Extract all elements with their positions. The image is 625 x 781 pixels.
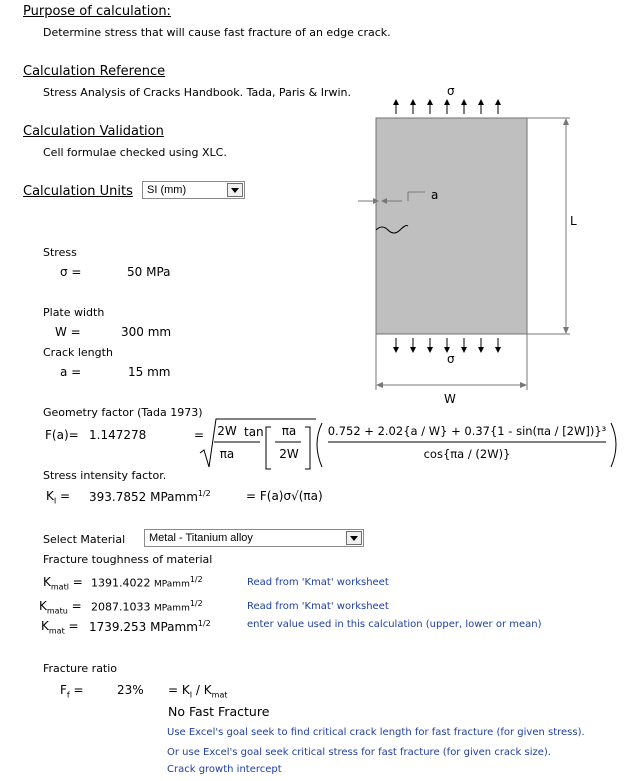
sigma-top-label: σ bbox=[447, 84, 455, 98]
note-goal-seek-crack: Use Excel's goal seek to find critical crack length for fast fracture (for given stress). bbox=[167, 727, 585, 738]
reference-text: Stress Analysis of Cracks Handbook. Tada, Paris & Irwin. bbox=[43, 86, 351, 99]
plate-width-value[interactable]: 300 mm bbox=[121, 325, 172, 339]
material-label: Select Material bbox=[43, 533, 126, 546]
ratio-symbol: $F_f$ = bbox=[60, 683, 84, 700]
plate-diagram bbox=[340, 80, 590, 410]
W-label: W bbox=[444, 392, 456, 406]
material-selected: Metal - Titanium alloy bbox=[149, 532, 253, 544]
ratio-value: 23% bbox=[117, 683, 144, 697]
crack-length-label: Crack length bbox=[43, 346, 113, 359]
kmatu-symbol: $K_{matu}$ = bbox=[39, 599, 82, 616]
geometry-symbol: F(a)= bbox=[45, 428, 79, 442]
big-numerator: 0.752 + 2.02{a / W} + 0.37{1 - sin(πa / [2W])}³ bbox=[327, 424, 607, 438]
stress-label: Stress bbox=[43, 246, 77, 259]
validation-heading: Calculation Validation bbox=[23, 124, 164, 139]
plate-width-label: Plate width bbox=[43, 306, 105, 319]
toughness-label: Fracture toughness of material bbox=[43, 553, 213, 566]
sif-label: Stress intensity factor. bbox=[43, 469, 167, 482]
kmat-symbol: $K_{mat}$ = bbox=[41, 619, 79, 636]
sif-symbol: $K_I$ = bbox=[46, 489, 71, 506]
L-label: L bbox=[570, 214, 577, 228]
sqrt-numerator: 2W bbox=[217, 424, 237, 438]
reference-heading: Calculation Reference bbox=[23, 64, 166, 79]
chevron-down-icon[interactable] bbox=[227, 183, 243, 197]
sif-formula: = F(a)σ√(πa) bbox=[246, 489, 323, 503]
kmatl-symbol: $K_{matl}$ = bbox=[43, 575, 83, 592]
purpose-text: Determine stress that will cause fast fracture of an edge crack. bbox=[43, 26, 391, 39]
units-selected: SI (mm) bbox=[147, 184, 187, 196]
sif-value: 393.7852 MPamm$^{1/2}$ bbox=[89, 489, 211, 504]
top-stress-arrows bbox=[396, 102, 498, 114]
kmatu-value: 2087.1033 MPamm$^{1/2}$ bbox=[91, 599, 203, 614]
stress-value[interactable]: 50 MPa bbox=[127, 265, 171, 279]
inner-denominator: 2W bbox=[279, 447, 299, 461]
purpose-heading: Purpose of calculation: bbox=[23, 4, 171, 19]
bottom-stress-arrows bbox=[396, 338, 498, 350]
kmatl-note: Read from 'Kmat' worksheet bbox=[247, 577, 389, 588]
big-denominator: cos{πa / (2W)} bbox=[423, 447, 511, 461]
note-goal-seek-stress: Or use Excel's goal seek critical stress for fast fracture (for given crack size). bbox=[167, 747, 551, 758]
tan-label: tan bbox=[244, 425, 264, 439]
validation-text: Cell formulae checked using XLC. bbox=[43, 146, 227, 159]
inner-numerator: πa bbox=[281, 424, 297, 438]
a-label: a bbox=[431, 188, 439, 202]
units-dropdown[interactable] bbox=[142, 181, 245, 199]
crack-length-value[interactable]: 15 mm bbox=[128, 365, 171, 379]
ratio-label: Fracture ratio bbox=[43, 662, 118, 675]
geometry-eq: = bbox=[194, 428, 205, 442]
sigma-bottom-label: σ bbox=[447, 352, 455, 366]
sqrt-denominator: πa bbox=[219, 447, 235, 461]
ratio-formula: = $K_I / K_{mat}$ bbox=[168, 683, 228, 700]
result-text: No Fast Fracture bbox=[168, 704, 270, 719]
material-dropdown[interactable] bbox=[144, 529, 364, 547]
geometry-label: Geometry factor (Tada 1973) bbox=[43, 406, 203, 419]
kmatu-note: Read from 'Kmat' worksheet bbox=[247, 601, 389, 612]
plate-rect bbox=[376, 118, 527, 334]
plate-width-symbol: W = bbox=[55, 325, 81, 339]
note-crack-growth: Crack growth intercept bbox=[167, 764, 282, 775]
stress-symbol: σ = bbox=[60, 265, 82, 279]
kmat-note: enter value used in this calculation (upper, lower or mean) bbox=[247, 619, 542, 630]
kmat-value[interactable]: 1739.253 MPamm$^{1/2}$ bbox=[89, 619, 211, 634]
chevron-down-icon[interactable] bbox=[346, 531, 362, 545]
crack-length-symbol: a = bbox=[60, 365, 82, 379]
kmatl-value: 1391.4022 MPamm$^{1/2}$ bbox=[91, 575, 203, 590]
geometry-value: 1.147278 bbox=[89, 428, 147, 442]
units-heading: Calculation Units bbox=[23, 184, 133, 199]
